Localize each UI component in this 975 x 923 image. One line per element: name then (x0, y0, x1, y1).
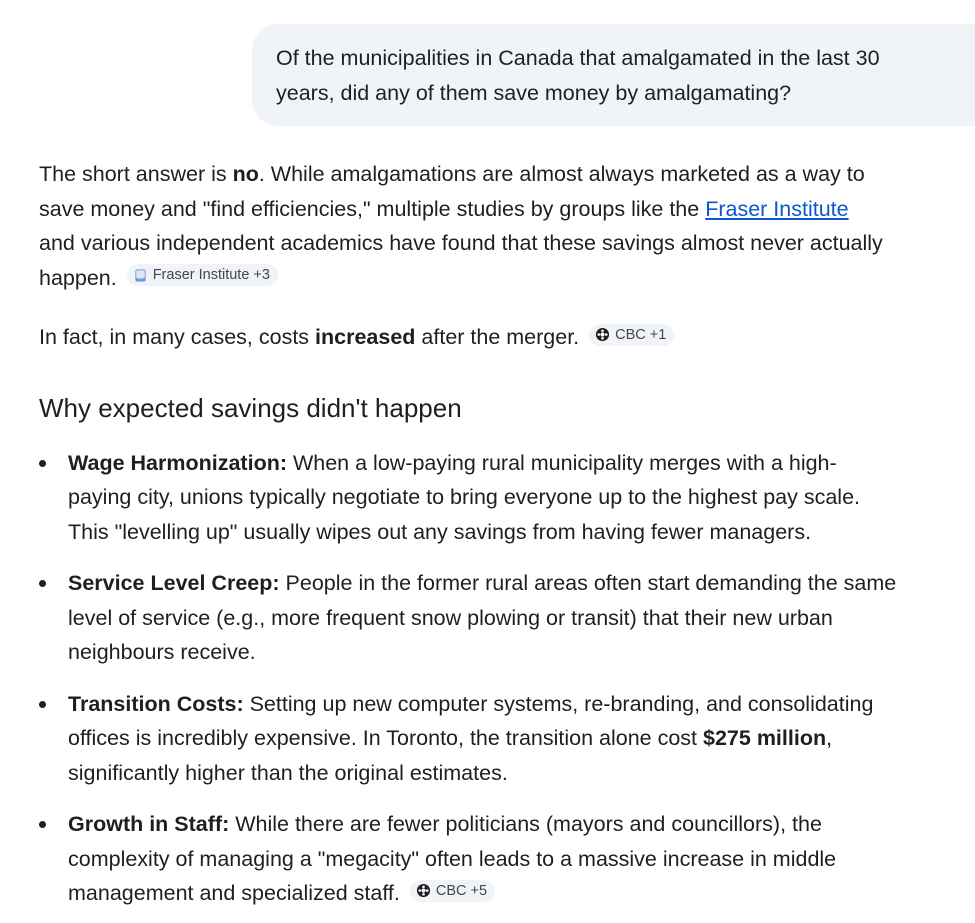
cbc-logo-icon (416, 883, 431, 898)
bullet-text: level of service (e.g., more frequent snow plowing or transit) that their new urban (68, 605, 833, 630)
source-chip-cbc[interactable] (589, 324, 674, 346)
bullet-text: People in the former rural areas often start demanding the same (279, 571, 897, 595)
source-chip-label: CBC +5 (435, 882, 488, 899)
bullet-text: paying city, unions typically negotiate to bring everyone up to the highest pay scale. (68, 485, 861, 509)
fact-text: after the merger. (415, 325, 580, 349)
bullet-text: neighbours receive. (68, 640, 256, 664)
bullet-title: Growth in Staff: (68, 812, 230, 836)
bullet-title: Wage Harmonization: (68, 450, 287, 475)
fact-bold-increased: increased (315, 325, 416, 349)
bullet-text: This "levelling up" usually wipes out any savings from having fewer managers. (68, 519, 812, 544)
intro-text: and various independent academics have found that these savings almost never actually (39, 231, 883, 255)
intro-text: save money and "find efficiencies," multiple studies by groups like the (39, 196, 706, 221)
user-message-bubble (252, 24, 975, 126)
fraser-institute-link[interactable]: Fraser Institute (705, 196, 849, 221)
bullet-text: offices is incredibly expensive. In Toronto, the transition alone cost (68, 726, 704, 750)
source-chip-label: Fraser Institute +3 (152, 267, 270, 283)
bullet-text: When a low-paying rural municipality merges with a high- (287, 450, 837, 475)
user-message-line: years, did any of them save money by amalgamating? (276, 81, 792, 105)
bullet-text: management and specialized staff. (68, 881, 400, 905)
intro-bold-no: no (232, 162, 259, 186)
bullet-title: Transition Costs: (68, 691, 244, 716)
source-chip-cbc-5[interactable] (410, 880, 495, 902)
section-heading: Why expected savings didn't happen (39, 392, 462, 423)
list-item-growth-in-staff (39, 807, 975, 911)
user-message-line: Of the municipalities in Canada that amalgamated in the last 30 (276, 46, 880, 70)
intro-text: happen. (39, 265, 117, 290)
intro-paragraph (39, 157, 975, 295)
document-source-icon (133, 268, 148, 283)
bullet-text: While there are fewer politicians (mayors and councillors), the (229, 812, 822, 836)
assistant-response (39, 157, 975, 923)
bullet-text: complexity of managing a "megacity" often leads to a massive increase in middle (68, 846, 837, 871)
source-chip-label: CBC +1 (615, 326, 667, 343)
bullet-title: Service Level Creep: (68, 571, 280, 595)
list-item-service-level-creep (39, 566, 975, 670)
fact-paragraph (39, 320, 975, 355)
bullet-text: , (826, 726, 833, 750)
bullet-text: significantly higher than the original estimates. (68, 760, 508, 785)
fact-text: In fact, in many cases, costs (39, 325, 316, 349)
cbc-logo-icon (595, 327, 610, 342)
list-item-transition-costs (39, 687, 975, 791)
intro-text: The short answer is (39, 162, 233, 186)
intro-text: . While amalgamations are almost always marketed as a way to (258, 162, 865, 186)
bullet-text: Setting up new computer systems, re-branding, and consolidating (243, 691, 874, 716)
bullet-bold-amount: $275 million (703, 726, 827, 750)
reasons-list (39, 446, 975, 911)
source-chip-fraser[interactable] (127, 264, 278, 286)
list-item-wage-harmonization (39, 446, 975, 550)
